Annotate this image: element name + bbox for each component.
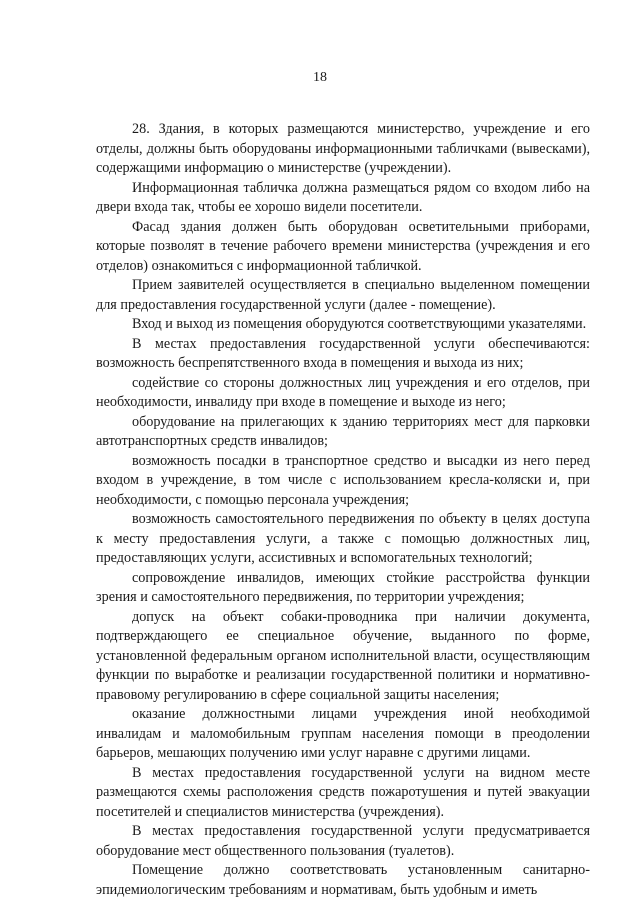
document-body: [96, 120, 590, 900]
paragraph: Прием заявителей осуществляется в специально выделенном помещении для предоставления государственной услуги (далее - помещение).: [96, 277, 590, 313]
paragraph: В местах предоставления государственной услуги предусматривается оборудование мест общественного пользования (туалетов).: [96, 823, 590, 859]
paragraph: В местах предоставления государственной услуги на видном месте размещаются схемы расположения средств пожаротушения и путей эвакуации посетителей и специалистов министерства (учреждения).: [96, 764, 590, 820]
paragraph: оборудование на прилегающих к зданию территориях мест для парковки автотранспортных средств инвалидов;: [96, 413, 590, 449]
paragraph: Фасад здания должен быть оборудован осветительными приборами, которые позволят в течение рабочего времени министерства (учреждения и его отделов) ознакомиться с информационной табличкой.: [96, 218, 590, 274]
paragraph: Помещение должно соответствовать установленным санитарно-эпидемиологическим требованиям и нормативам, быть удобным и иметь: [96, 862, 590, 898]
paragraph: оказание должностными лицами учреждения иной необходимой инвалидам и маломобильным группам населения помощи в преодолении барьеров, мешающих получению ими услуг наравне с другими лицами.: [96, 706, 590, 761]
paragraph: содействие со стороны должностных лиц учреждения и его отделов, при необходимости, инвалиду при входе в помещение и выходе из него;: [96, 374, 590, 410]
paragraph: Информационная табличка должна размещаться рядом со входом либо на двери входа так, чтобы ее хорошо видели посетители.: [96, 179, 590, 215]
page-number: 18: [313, 70, 327, 85]
paragraph: В местах предоставления государственной услуги обеспечиваются: возможность беспрепятственного входа в помещения и выхода из них;: [96, 335, 590, 371]
paragraph: 28. Здания, в которых размещаются министерство, учреждение и его отделы, должны быть оборудованы информационными табличками (вывесками), содержащими информацию о министерстве (учреждении).: [96, 121, 590, 176]
paragraph: возможность самостоятельного передвижения по объекту в целях доступа к месту предоставления услуги, а также с помощью должностных лиц, предоставляющих услуги, ассистивных и вспомогательных технологий;: [96, 511, 590, 566]
paragraph: сопровождение инвалидов, имеющих стойкие расстройства функции зрения и самостоятельного передвижения, по территории учреждения;: [96, 569, 590, 605]
paragraph: Вход и выход из помещения оборудуются соответствующими указателями.: [132, 316, 587, 332]
paragraph: возможность посадки в транспортное средство и высадки из него перед входом в учреждение, в том числе с использованием кресла-коляски и, при необходимости, с помощью персонала учреждения;: [96, 452, 590, 508]
paragraph: допуск на объект собаки-проводника при наличии документа, подтверждающего ее специальное обучение, выданного по форме, установленной федеральным органом исполнительной власти, осуществляющим функции по выработке и реализации государственной политики и нормативно-правовому регулированию в сфере социальной защиты населения;: [96, 608, 590, 703]
